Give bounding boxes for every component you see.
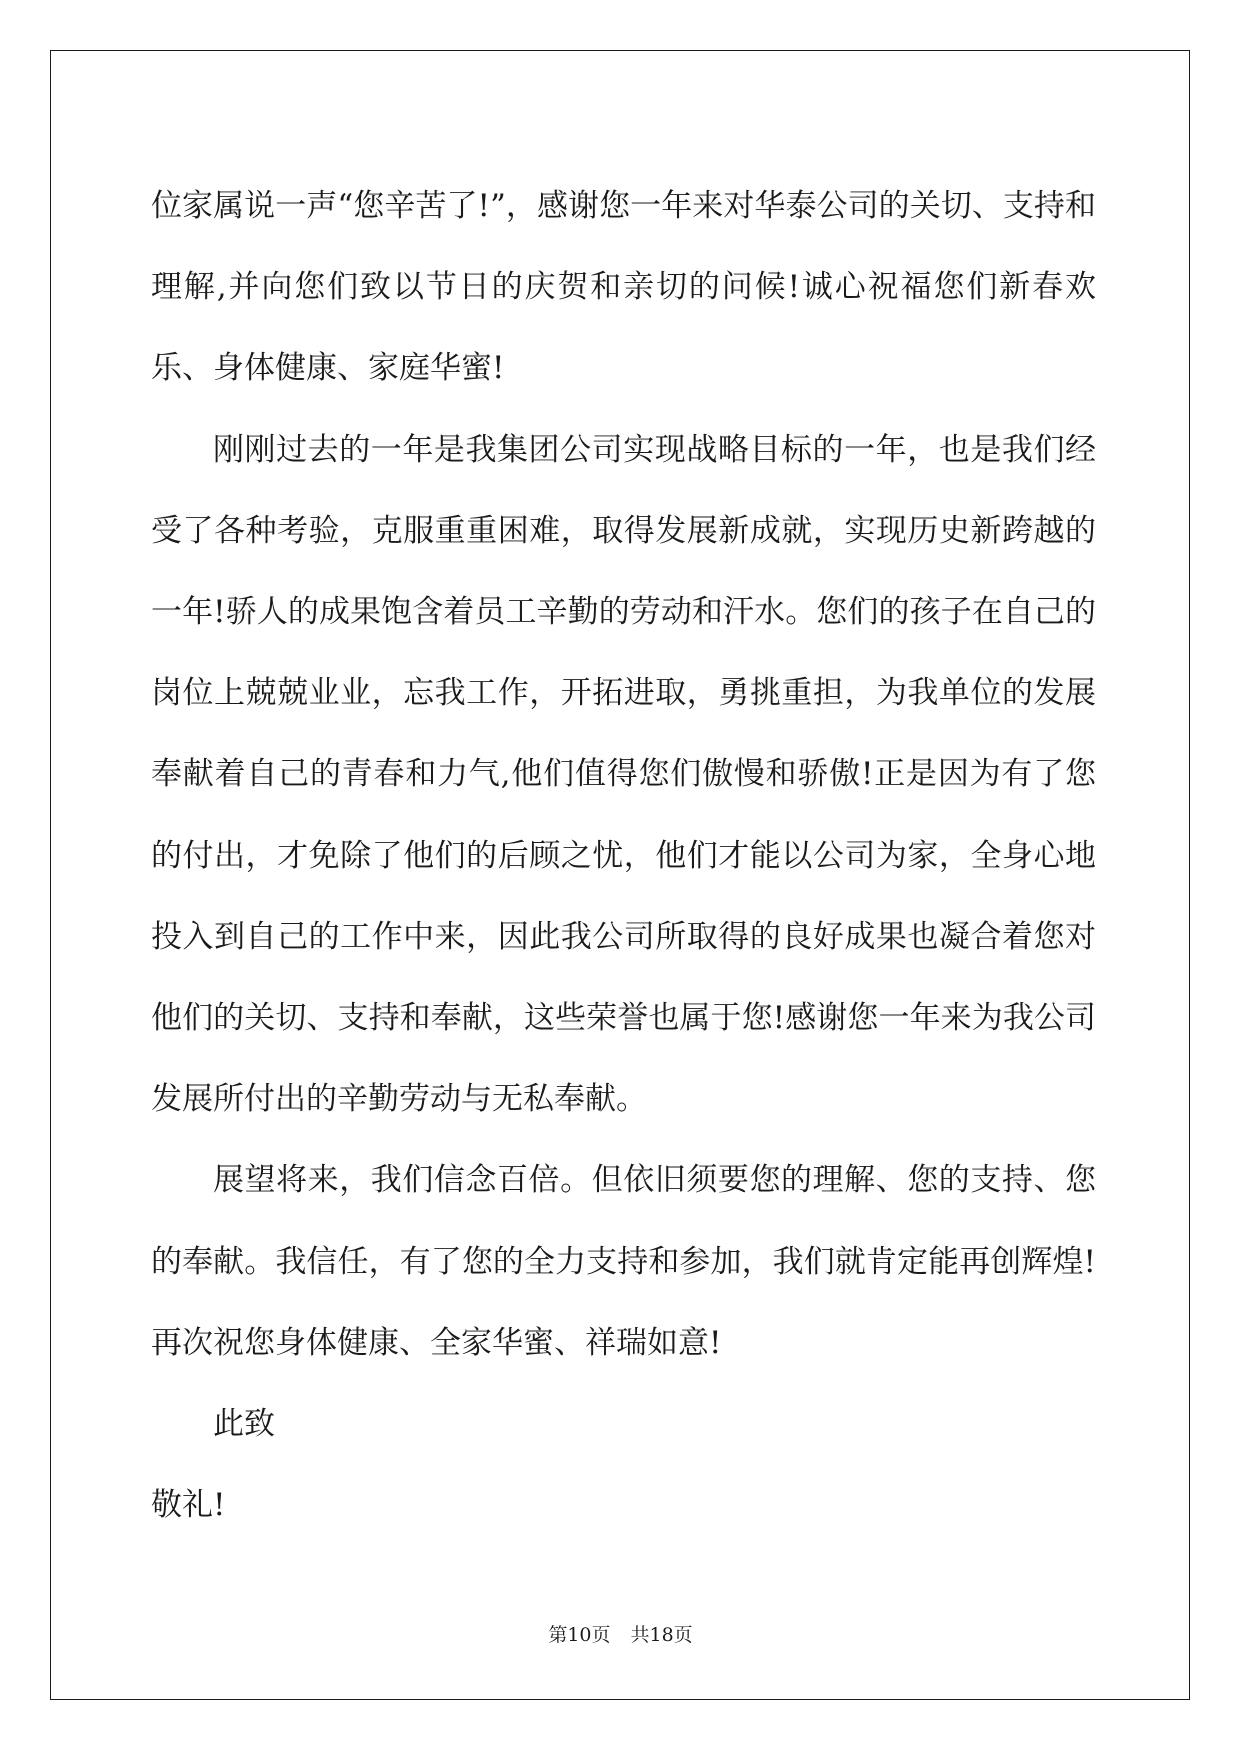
- salutation-cizhi: 此致: [213, 1406, 275, 1443]
- paragraph-greeting-closing: 位家属说一声“您辛苦了!”，感谢您一年来对华泰公司的关切、支持和理解,并向您们致以节日的庆贺和亲切的问候!诚心祝福您们新春欢乐、身体健康、家庭华蜜!: [151, 188, 1096, 387]
- paragraph-achievements: 刚刚过去的一年是我集团公司实现战略目标的一年，也是我们经受了各种考验，克服重重困难，取得发展新成就，实现历史新跨越的一年!骄人的成果饱含着员工辛勤的劳动和汗水。您们的孩子在自己的岗位上兢兢业业，忘我工作，开拓进取，勇挑重担，为我单位的发展奉献着自己的青春和力气,他们值得您们傲慢和骄傲!正是因为有了您的付出，才免除了他们的后顾之忧，他们才能以公司为家，全身心地投入到自己的工作中来，因此我公司所取得的良好成果也凝合着您对他们的关切、支持和奉献，这些荣誉也属于您!感谢您一年来为我公司发展所付出的辛勤劳动与无私奉献。: [151, 431, 1096, 1118]
- page-total: 共18页: [630, 1624, 693, 1646]
- page-footer: [0, 1620, 1241, 1647]
- paragraph-outlook: 展望将来，我们信念百倍。但依旧须要您的理解、您的支持、您的奉献。我信任，有了您的全力支持和参加，我们就肯定能再创辉煌!再次祝您身体健康、全家华蜜、祥瑞如意!: [151, 1162, 1096, 1361]
- page-number: 第10页: [548, 1624, 611, 1646]
- salutation-jingli: 敬礼!: [151, 1487, 226, 1524]
- letter-body: [151, 166, 1096, 1546]
